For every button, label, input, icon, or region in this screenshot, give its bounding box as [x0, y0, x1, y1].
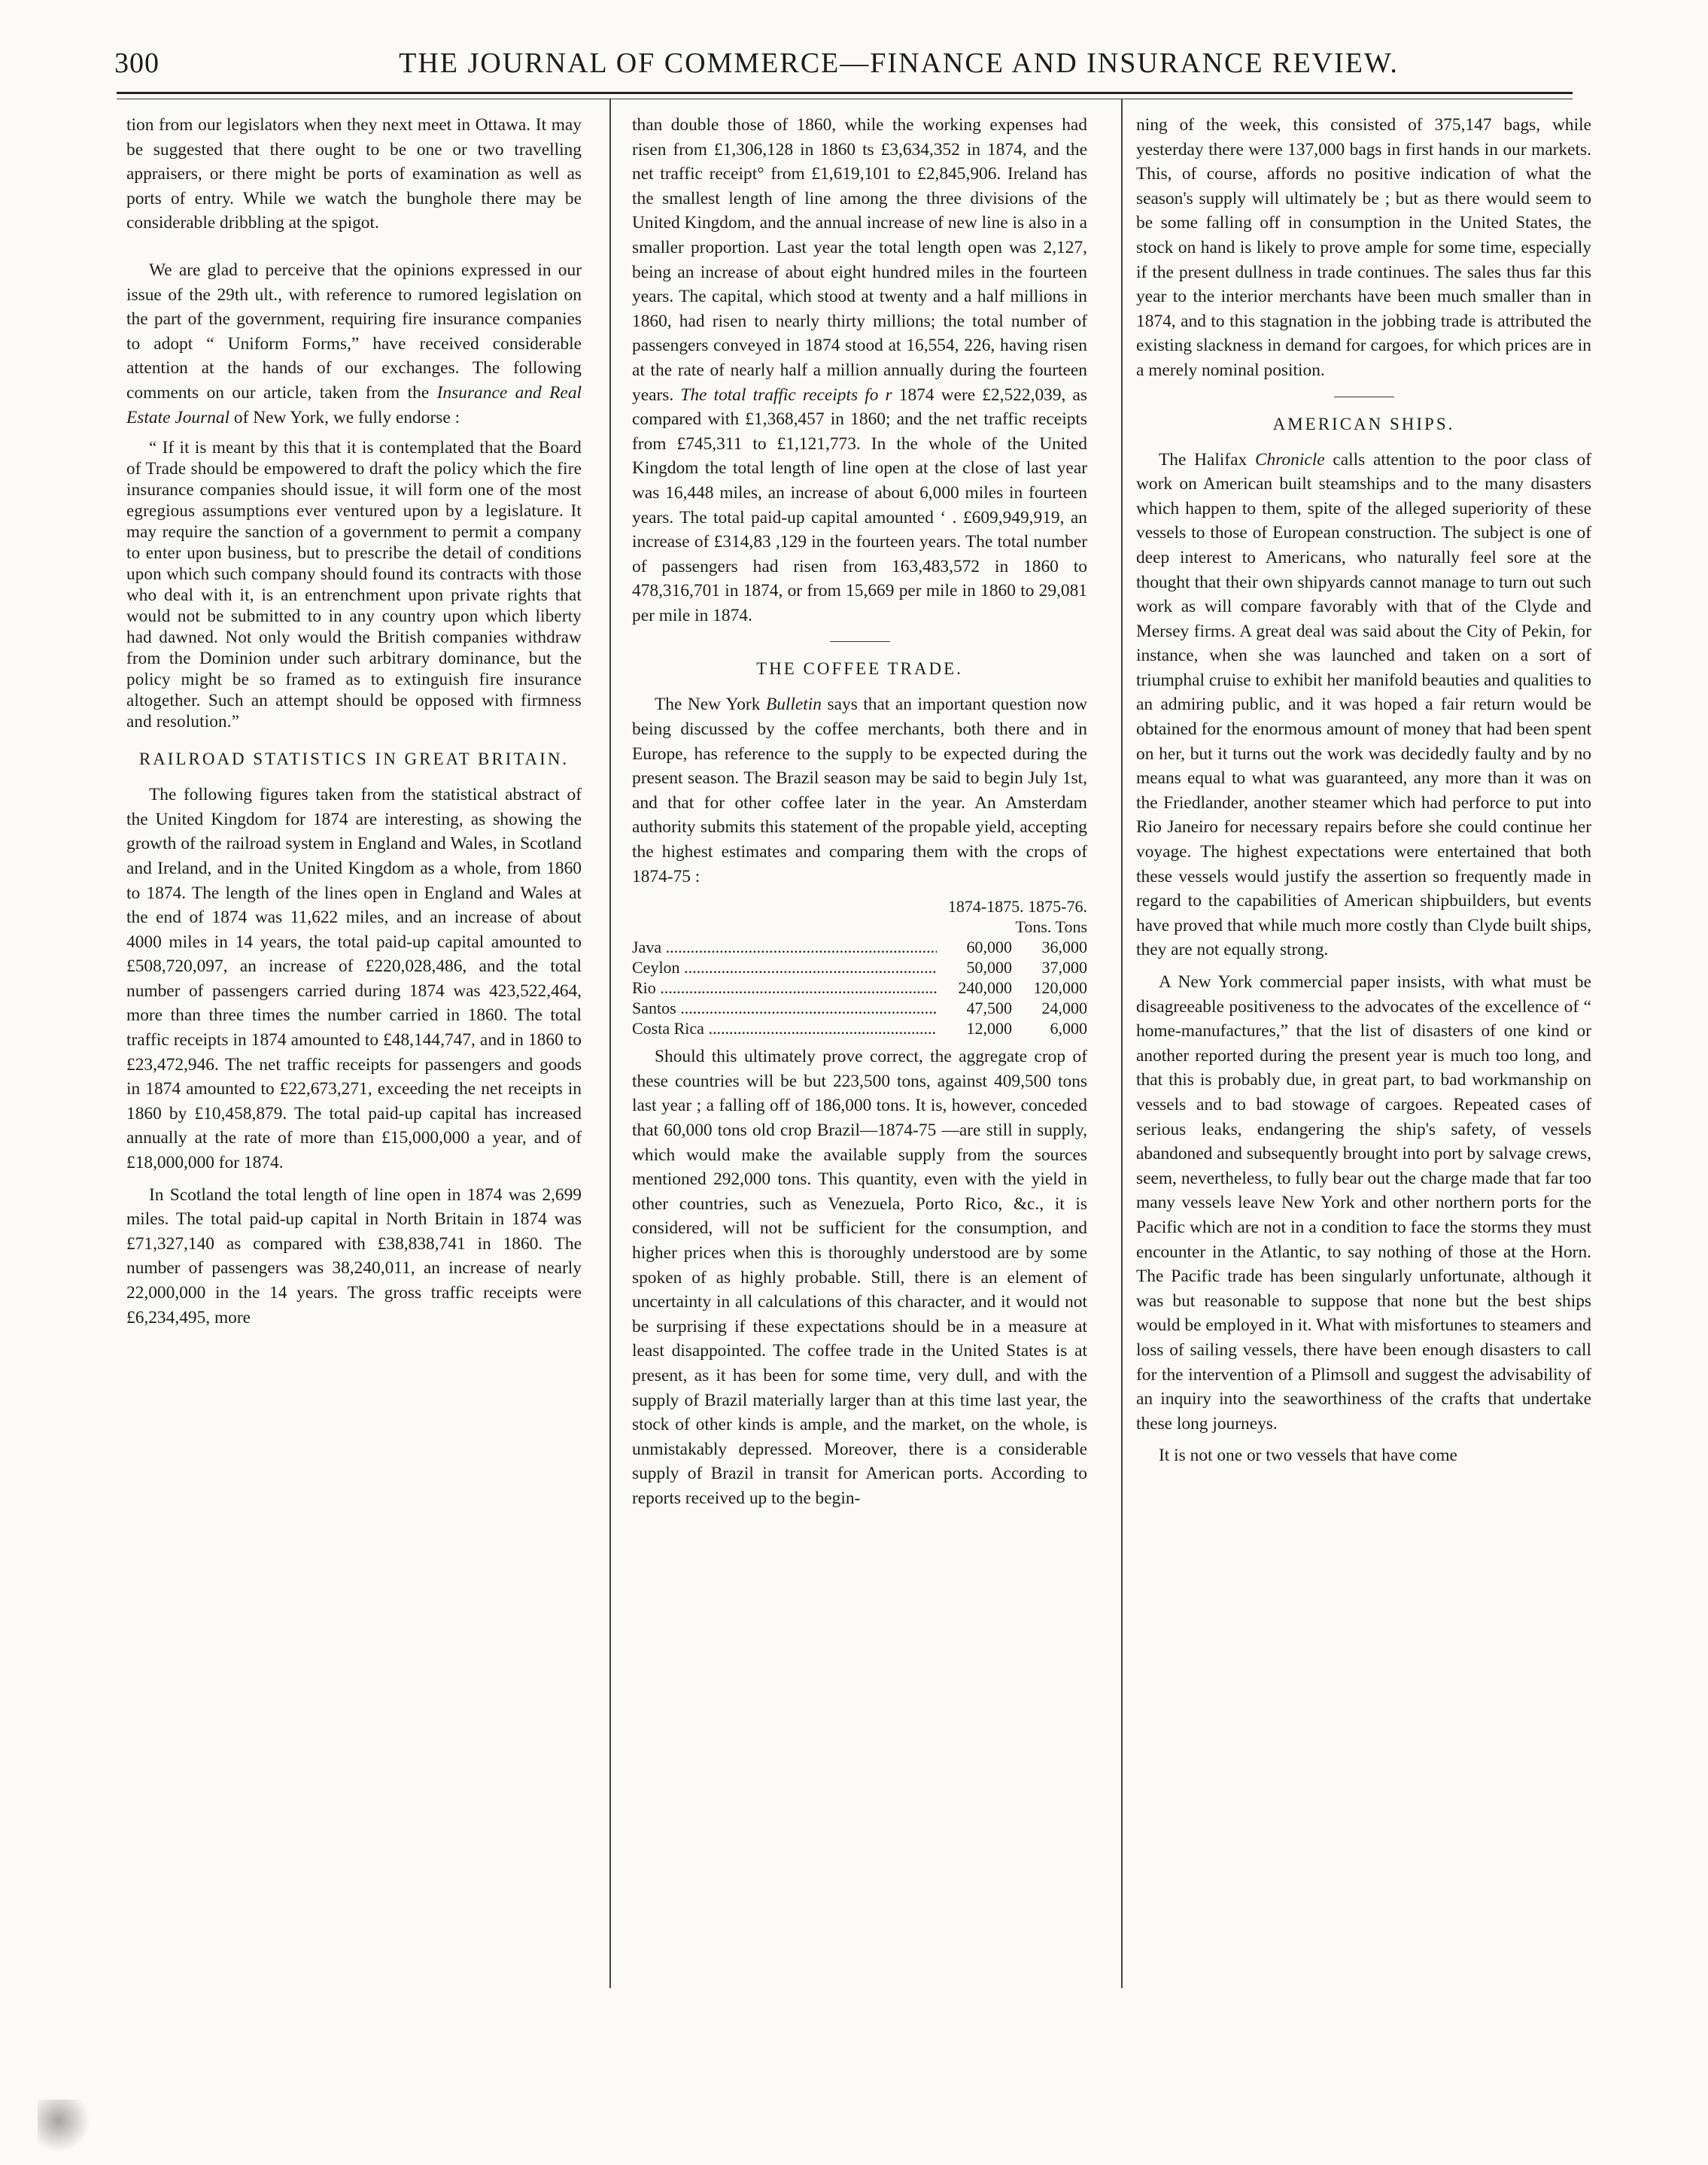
page-header — [114, 47, 1570, 80]
paragraph: The New York Bulletin says that an important question now being discussed by the coffee merchants, both there and in Europe, has reference to the supply to be expected during the present season. The Brazil season may be said to begin July 1st, and that for other coffee later in the year. An Amsterdam authority submits this statement of the propable yield, accepting the highest estimates and comparing them with the crops of 1874-75 : — [632, 695, 1088, 886]
paragraph: The following figures taken from the statistical abstract of the United Kingdom for 1874 are interesting, as showing the growth of the railroad system in England and Wales, in Scotland and Ireland, and in the United Kingdom as a whole, from 1860 to 1874. The length of the lines open in England and Wales at the end of 1874 was 11,622 miles, and an increase of about 4000 miles in 14 years, the total paid-up capital amounted to £508,720,097, an increase of £220,028,486, and the total number of passengers carried during 1874 was 423,522,464, more than three times the number carried in 1860. The total traffic receipts in 1874 amounted to £48,144,747, and in 1860 to £23,472,946. The net traffic receipts for passengers and goods in 1874 amounted to £22,673,271, exceeding the net receipts in 1860 by £10,458,879. The total paid-up capital has increased annually at the rate of more than £15,000,000 a year, and of £18,000,000 for 1874. — [126, 785, 582, 1173]
paragraph: than double those of 1860, while the working expenses had risen from £1,306,128 in 1860 ts £3,634,352 in 1874, and the net traffic receipt° from £1,619,101 to £2,845,906. Ireland has the smallest length of line among the three divisions of the United Kingdom, and the annual increase of new line is also in a smaller proportion. Last year the total length open was 2,127, being an increase of about eight hundred miles in the fourteen years. The capital, which stood at twenty and a half millions in 1860, had risen to nearly thirty millions; the total number of passengers conveyed in 1874 stood at 16,554, 226, having risen at the rate of nearly half a million annually during the fourteen years. The total traffic receipts fo r 1874 were £2,522,039, as compared with £1,368,457 in 1860; and the net traffic receipts from £745,311 to £1,121,773. In the whole of the United Kingdom the total length of line open at the close of last year was 16,448 miles, an increase of about 6,000 miles in fourteen years. The total paid-up capital amounted ‘ . £609,949,919, an increase of £314,83 ,129 in the fourteen years. The total number of passengers had risen from 163,483,572 in 1860 to 478,316,701 in 1874, or from 15,669 per mile in 1860 to 29,081 per mile in 1874. — [632, 115, 1087, 625]
journal-title: THE JOURNAL OF COMMERCE—FINANCE AND INSURANCE REVIEW. — [399, 47, 1399, 79]
ink-smudge — [38, 2100, 90, 2152]
section-rule — [830, 641, 890, 642]
paragraph: Should this ultimately prove correct, the aggregate crop of these countries will be but 223,500 tons, against 409,500 tons last year ; a falling off of 186,000 tons. It is, however, conceded that 60,000 tons old crop Brazil—1874-75 —are still in supply, which would make the available supply from the sources mentioned 292,000 tons. This quantity, even with the yield in other countries, such as Venezuela, Porto Rico, &c., it is considered, will not be sufficient for the consumption, and higher prices when this is thoroughly understood are by some spoken of as highly probable. Still, there is an element of uncertainty in all calculations of this character, and it would not be surprising if these expectations should be in a measure at least disappointed. The coffee trade in the United States is at present, as it has been for some time, very dull, and with the supply of Brazil materially larger than at this time last year, the stock of other kinds is ample, and the market, on the whole, is unmistakably depressed. Moreover, there is a considerable supply of Brazil in transit for American ports. According to reports received up to the begin- — [632, 1047, 1087, 1508]
table-header-units: Tons. Tons — [1015, 917, 1087, 937]
section-title: THE COFFEE TRADE. — [756, 659, 963, 679]
column-divider — [1121, 99, 1123, 1988]
column-2 — [632, 113, 1087, 1519]
section-title: AMERICAN SHIPS. — [1272, 414, 1455, 433]
paragraph: ning of the week, this consisted of 375,147 bags, while yesterday there were 137,000 bags in first hands in our markets. This, of course, affords no positive indication of what the season's supply will ultimately be ; but as there would seem to be some falling off in consumption in the United States, the stock on hand is likely to prove ample for some time, especially if the present dullness in trade continues. The sales thus far this year to the interior merchants have been much smaller than in 1874, and to this stagnation in the jobbing trade is attributed the existing slackness in demand for cargoes, for which prices are in a merely nominal position. — [1136, 115, 1591, 380]
paragraph: We are glad to perceive that the opinions expressed in our issue of the 29th ult., with reference to rumored legislation on the part of the government, requiring fire insurance companies to adopt “ Uniform Forms,” have received considerable attention at the hands of our exchanges. The following comments on our article, taken from the Insurance and Real Estate Journal of New York, we fully endorse : — [126, 260, 582, 427]
column-divider — [609, 99, 611, 1988]
page-number: 300 — [114, 47, 160, 79]
column-3 — [1136, 113, 1591, 1476]
table-row: Java ..... 60,000 36,000 — [632, 937, 1087, 957]
column-1 — [126, 113, 582, 1337]
header-rule — [117, 92, 1573, 99]
coffee-crop-table — [632, 896, 1087, 1038]
table-row: Ceylon ..... 50,000 37,000 — [632, 957, 1087, 978]
paragraph: A New York commercial paper insists, with what must be disagreeable positiveness to the advocates of the excellence of “ home-manufactures,” that the list of disasters of one kind or another reported during the present year is much too long, and that this is probably due, in great part, to bad workmanship on vessels and to bad stowage of cargoes. Repeated cases of serious leaks, endangering the ship's safety, of vessels abandoned and subsequently brought into port by salvage crews, seem, nevertheless, to fully bear out the charge made that far too many vessels leave New York and other northern ports for the Pacific which are not in a condition to face the storms they must encounter in the Atlantic, to say nothing of those at the Horn. The Pacific trade has been singularly unfortunate, although it was but reasonable to suppose that none but the best ships would be employed in it. What with misfortunes to steamers and loss of sailing vessels, there have been enough disasters to call for the intervention of a Plimsoll and suggest the advisability of an inquiry into the seaworthiness of the crafts that undertake these long journeys. — [1136, 972, 1591, 1434]
table-row: Rio ..... 240,000 120,000 — [632, 978, 1087, 998]
table-row: Santos ..... 47,500 24,000 — [632, 998, 1087, 1018]
paragraph: It is not one or two vessels that have come — [1159, 1446, 1457, 1466]
table-header-years: 1874-1875. 1875-76. — [947, 897, 1087, 917]
paragraph: tion from our legislators when they next meet in Ottawa. It may be suggested that there ought to be one or two travelling appraisers, or there might be ports of examination as well as ports of entry. While we watch the bunghole there may be considerable dribbling at the spigot. — [126, 115, 582, 233]
section-title: RAILROAD STATISTICS IN GREAT BRITAIN. — [138, 750, 570, 769]
paragraph: The Halifax Chronicle calls attention to the poor class of work on American built steamships and to the many disasters which happen to them, spite of the alleged superiority of these vessels to those of European construction. The subject is one of deep interest to Americans, who naturally feel sore at the thought that their own shipyards cannot manage to turn out such work as will compare favorably with that of the Clyde and Mersey firms. A great deal was said about the City of Pekin, for instance, when she was launched and taken on a sort of triumphal cruise to exhibit her manifold beauties and qualities to an admiring public, and it was hoped a fair return would be obtained for the enormous amount of money that had been spent on her, but it turns out the work was decidedly faulty and by no means equal to what was guaranteed, any more than it was on the Friedlander, another steamer which had perforce to put into Rio Janeiro for necessary repairs before she could continue her voyage. The highest expectations were entertained that both these vessels would justify the assertion so frequently made in regard to the capabilities of American shipbuilders, but events have proved that while much more costly than Clyde built ships, they are not equally strong. — [1136, 449, 1591, 960]
table-row: Costa Rica ..... 12,000 6,000 — [632, 1018, 1087, 1038]
quoted-passage: “ If it is meant by this that it is contemplated that the Board of Trade should be empowered to draft the policy which the fire insurance companies should issue, it will form one of the most egregious assumptions ever ventured upon by a legislature. It may require the sanction of a government to permit a company to enter upon business, but to prescribe the detail of conditions upon which such company should found its contracts with those who deal with it, is an entrenchment upon private rights that would not be submitted to in any country upon which liberty had dawned. Not only would the British companies withdraw from the Dominion under such arbitrary dominance, but the policy might be so framed as to extinguish fire insurance altogether. Such an attempt should be opposed with firmness and resolution.” — [126, 438, 582, 731]
paragraph: In Scotland the total length of line open in 1874 was 2,699 miles. The total paid-up capital in North Britain in 1874 was £71,327,140 as compared with £38,838,741 in 1860. The number of passengers was 38,240,011, an increase of nearly 22,000,000 in the 14 years. The gross traffic receipts were £6,234,495, more — [126, 1184, 582, 1327]
